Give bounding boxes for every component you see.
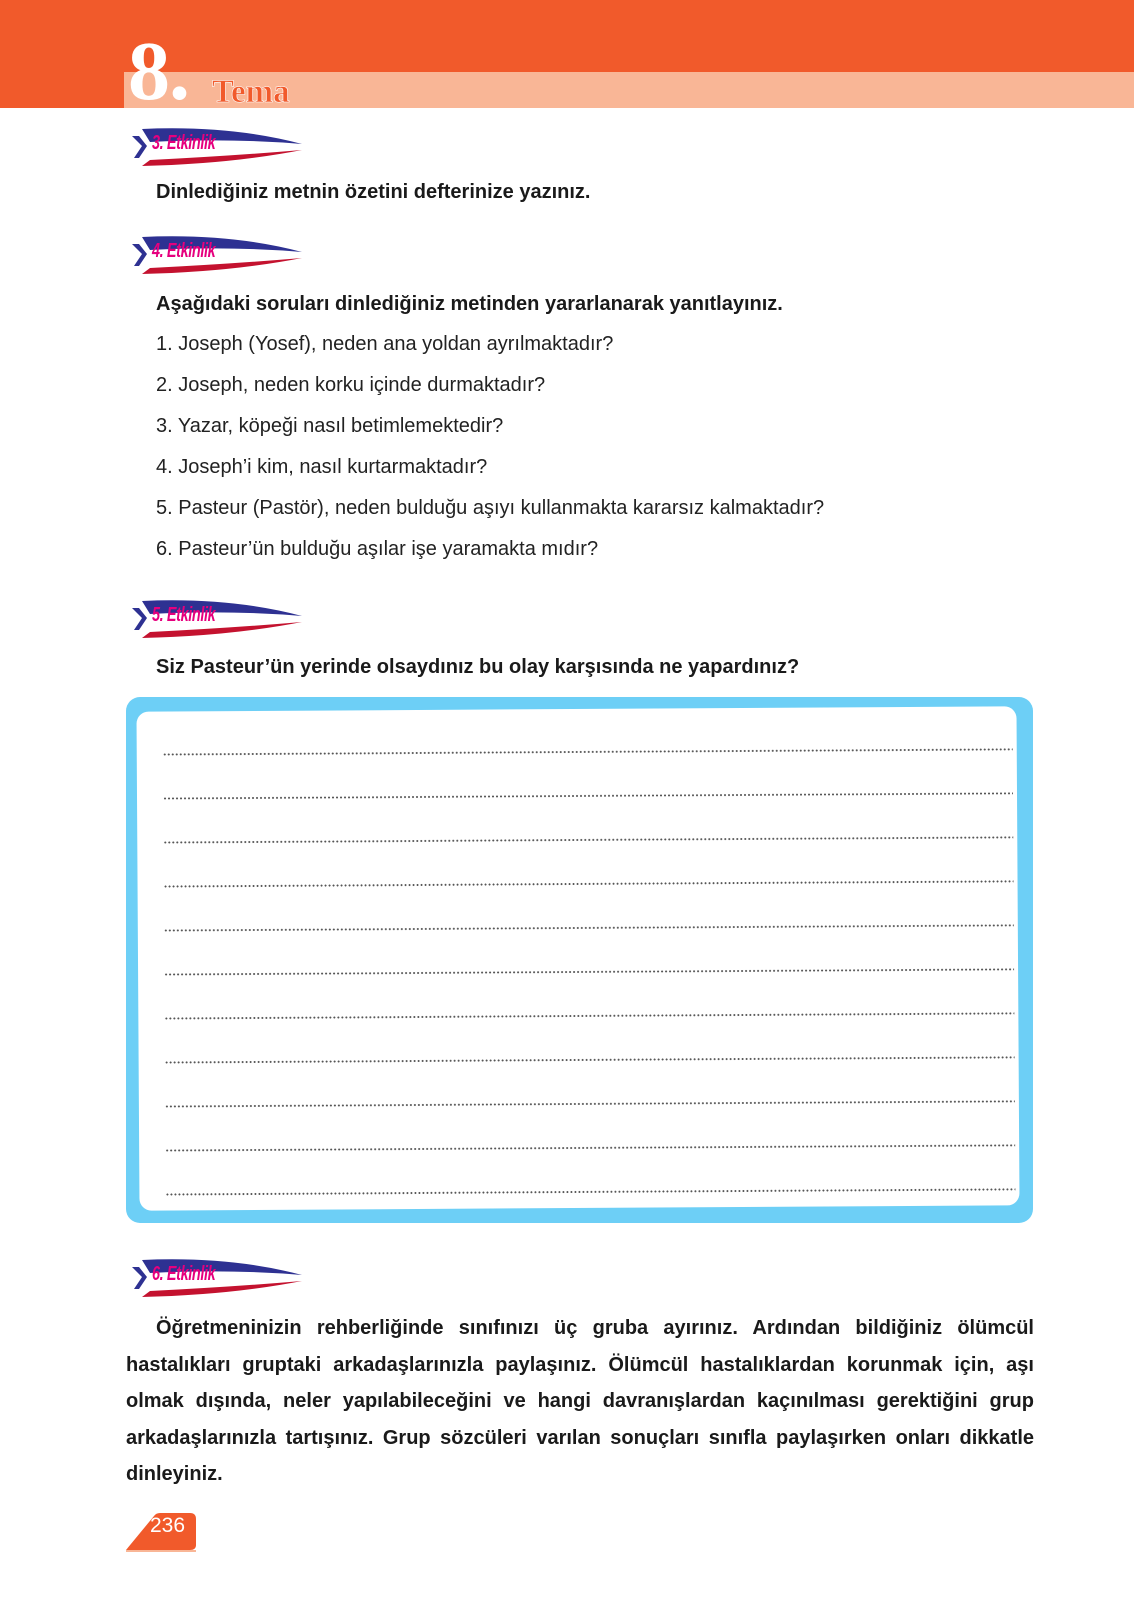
activity-6-label: 6. Etkinlik: [152, 1263, 216, 1285]
answer-area[interactable]: [136, 706, 1019, 1210]
question-item: 6. Pasteur’ün bulduğu aşılar işe yaramakta mıdır?: [156, 538, 599, 560]
activity-3-label: 3. Etkinlik: [152, 132, 216, 154]
answer-line[interactable]: [164, 968, 1014, 975]
answer-line[interactable]: [165, 1144, 1015, 1151]
question-item: 2. Joseph, neden korku içinde durmaktadır?: [156, 374, 546, 396]
activity-3-banner: [130, 126, 305, 168]
answer-line[interactable]: [164, 1012, 1014, 1019]
page-number: 236: [150, 1514, 186, 1537]
activity-3-instruction: Dinlediğiniz metnin özetini defterinize yazınız.: [156, 181, 591, 203]
answer-line[interactable]: [165, 1056, 1015, 1063]
question-item: 5. Pasteur (Pastör), neden bulduğu aşıyı kullanmakta kararsız kalmaktadır?: [156, 497, 825, 519]
answer-line[interactable]: [163, 836, 1013, 843]
activity-4-instruction: Aşağıdaki soruları dinlediğiniz metinden yararlanarak yanıtlayınız.: [156, 293, 783, 315]
answer-line[interactable]: [164, 924, 1014, 931]
header-tab: [0, 44, 124, 108]
theme-number: 8.: [128, 25, 189, 118]
answer-line[interactable]: [163, 748, 1013, 755]
question-item: 4. Joseph’i kim, nasıl kurtarmaktadır?: [156, 456, 488, 478]
theme-label: Tema: [212, 74, 290, 110]
activity-4-banner: [130, 234, 305, 276]
answer-line[interactable]: [165, 1188, 1015, 1195]
question-item: 3. Yazar, köpeği nasıl betimlemektedir?: [156, 415, 504, 437]
activity-5-banner: [130, 598, 305, 640]
answer-box: [126, 697, 1033, 1223]
activity-6-paragraph: Öğretmeninizin rehberliğinde sınıfınızı üç gruba ayırınız. Ardından bildiğiniz ölümcül hastalıkları gruptaki arkadaşlarınızla paylaşınız. Ölümcül hastalıklardan korunmak için, aşı olmak dışında, neler yapılabileceğini ve hangi davranışlardan kaçınılması gerektiğini grup arkadaşlarınızla tartışınız. Grup sözcüleri varılan sonuçları sınıfla paylaşırken onları dikkatle dinleyiniz.: [126, 1317, 1034, 1485]
activity-6-banner: [130, 1257, 305, 1299]
answer-line[interactable]: [165, 1100, 1015, 1107]
answer-line[interactable]: [163, 792, 1013, 799]
activity-5-question: Siz Pasteur’ün yerinde olsaydınız bu olay karşısında ne yapardınız?: [156, 656, 800, 678]
activity-4-label: 4. Etkinlik: [152, 240, 216, 262]
activity-5-label: 5. Etkinlik: [152, 604, 216, 626]
question-item: 1. Joseph (Yosef), neden ana yoldan ayrılmaktadır?: [156, 333, 614, 355]
answer-line[interactable]: [164, 880, 1014, 887]
